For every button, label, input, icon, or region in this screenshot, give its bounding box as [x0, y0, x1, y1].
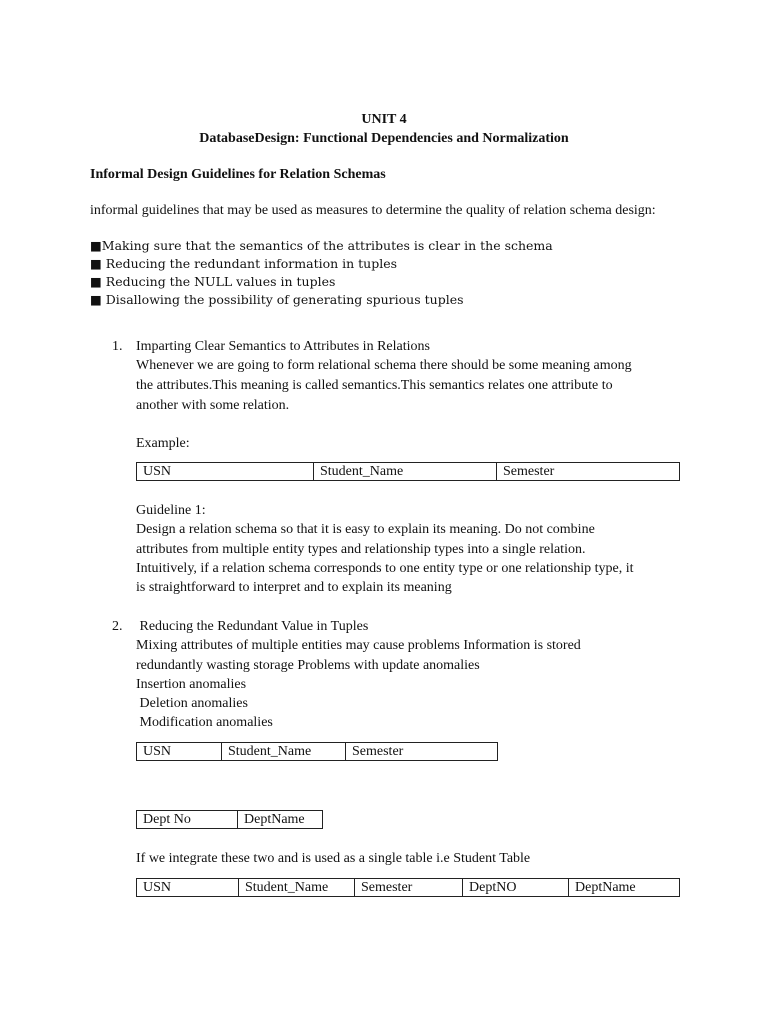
- table-row: [137, 879, 680, 897]
- table-cell: Dept No: [137, 811, 238, 829]
- integrate-text: If we integrate these two and is used as a single table i.e Student Table: [136, 851, 531, 866]
- item-heading: Reducing the Redundant Value in Tuples: [136, 619, 369, 634]
- paragraph-line: Design a relation schema so that it is easy to explain its meaning. Do not combine: [136, 522, 595, 537]
- paragraph-line: Modification anomalies: [136, 715, 273, 730]
- table-cell: Student_Name: [314, 463, 497, 481]
- intro-paragraph: informal guidelines that may be used as measures to determine the quality of relation schema design:: [90, 203, 656, 218]
- table-cell: USN: [137, 743, 222, 761]
- bullet-item: ■Making sure that the semantics of the attributes is clear in the schema: [90, 238, 553, 253]
- table-cell: DeptName: [569, 879, 680, 897]
- bullet-item: ■ Reducing the redundant information in tuples: [90, 256, 398, 271]
- document-title: DatabaseDesign: Functional Dependencies and Normalization: [199, 131, 569, 146]
- table-cell: Student_Name: [239, 879, 355, 897]
- student-table: [136, 742, 498, 761]
- table-cell: DeptName: [238, 811, 323, 829]
- item-number: 1.: [112, 339, 123, 354]
- paragraph-line: redundantly wasting storage Problems with update anomalies: [136, 658, 480, 673]
- table-cell: Semester: [355, 879, 463, 897]
- table-cell: Semester: [497, 463, 680, 481]
- item-heading: Imparting Clear Semantics to Attributes in Relations: [136, 339, 430, 354]
- table-cell: Student_Name: [222, 743, 346, 761]
- paragraph-line: Deletion anomalies: [136, 696, 248, 711]
- section-heading: Informal Design Guidelines for Relation Schemas: [90, 167, 386, 182]
- example-label: Example:: [136, 436, 190, 451]
- paragraph-line: is straightforward to interpret and to explain its meaning: [136, 580, 452, 595]
- table-cell: DeptNO: [463, 879, 569, 897]
- table-row: [137, 463, 680, 481]
- paragraph-line: Intuitively, if a relation schema corresponds to one entity type or one relationship type, it: [136, 561, 634, 576]
- paragraph-line: another with some relation.: [136, 398, 290, 413]
- dept-table: [136, 810, 323, 829]
- table-cell: Semester: [346, 743, 498, 761]
- item-number: 2.: [112, 619, 123, 634]
- bullet-item: ■ Reducing the NULL values in tuples: [90, 274, 336, 289]
- combined-student-table: [136, 878, 680, 897]
- paragraph-line: attributes from multiple entity types and relationship types into a single relation.: [136, 542, 586, 557]
- table-row: [137, 743, 498, 761]
- table-cell: USN: [137, 879, 239, 897]
- table-cell: USN: [137, 463, 314, 481]
- table-row: [137, 811, 323, 829]
- paragraph-line: Mixing attributes of multiple entities may cause problems Information is stored: [136, 638, 581, 653]
- paragraph-line: Insertion anomalies: [136, 677, 247, 692]
- guideline-label: Guideline 1:: [136, 503, 206, 518]
- unit-label: UNIT 4: [361, 112, 407, 127]
- example-table: [136, 462, 680, 481]
- paragraph-line: Whenever we are going to form relational schema there should be some meaning among: [136, 358, 632, 373]
- paragraph-line: the attributes.This meaning is called semantics.This semantics relates one attribute to: [136, 378, 613, 393]
- bullet-item: ■ Disallowing the possibility of generating spurious tuples: [90, 292, 464, 307]
